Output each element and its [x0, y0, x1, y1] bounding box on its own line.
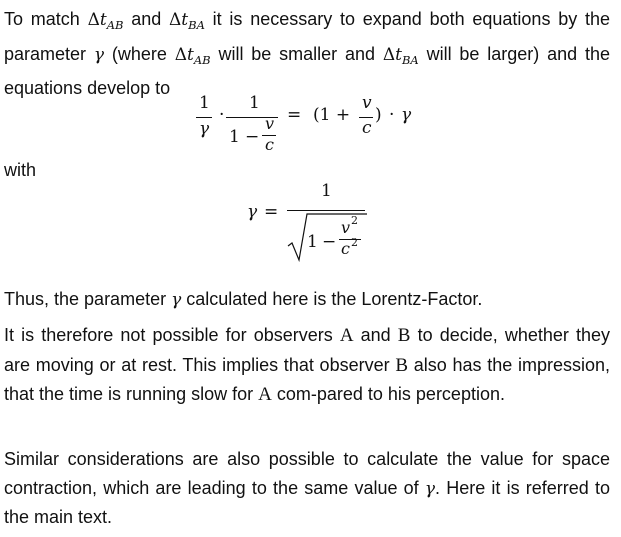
fraction-bar	[287, 210, 365, 211]
light-speed-c: c	[341, 239, 350, 258]
text-run: and	[353, 325, 398, 345]
text-run: it is necessary to expand both equations by the parameter	[4, 9, 610, 64]
minus-sign: −	[245, 127, 260, 147]
time-variable: t	[395, 44, 402, 65]
subscript-ab: AB	[106, 18, 124, 32]
contraction-paragraph	[4, 445, 610, 532]
velocity-v: v	[265, 114, 275, 133]
light-speed-c: c	[265, 135, 274, 154]
gamma-symbol: γ	[171, 290, 182, 310]
delta-symbol: Δ	[169, 10, 182, 30]
equals-sign: =	[264, 202, 279, 222]
subscript-ba: BA	[401, 52, 419, 67]
text-run: (where	[104, 43, 175, 64]
numerator-one: 1	[249, 93, 260, 113]
denominator-one: 1	[229, 127, 240, 147]
text-run: and	[123, 9, 170, 29]
gamma-symbol: γ	[199, 119, 210, 139]
fraction-bar	[196, 117, 212, 118]
minus-sign: −	[322, 232, 337, 252]
delta-symbol: Δ	[382, 44, 396, 65]
observer-a: A	[258, 384, 272, 405]
velocity-v: v	[341, 218, 351, 237]
multiply-dot: ·	[219, 105, 225, 125]
numerator-one: 1	[321, 181, 332, 201]
delta-symbol: Δ	[87, 10, 100, 30]
exponent-two: 2	[351, 236, 358, 249]
time-variable: t	[99, 10, 107, 30]
text-run: Thus, the parameter	[4, 289, 172, 309]
numerator-one: 1	[199, 93, 210, 113]
exponent-two: 2	[351, 214, 358, 227]
time-variable: t	[187, 44, 194, 65]
gamma-symbol: γ	[93, 44, 105, 65]
text-run: To match	[4, 9, 88, 29]
observers-paragraph	[4, 321, 610, 410]
velocity-v: v	[362, 93, 372, 113]
paren-open: (1 +	[313, 105, 351, 125]
denominator-one: 1	[307, 232, 318, 252]
text-run: to decide, whether they are moving or at rest. This implies that observer	[4, 325, 610, 375]
text-run: . Here it is referred to the main text.	[4, 477, 610, 527]
equation-2	[0, 176, 621, 271]
text-run: will be smaller and	[210, 43, 383, 64]
lorentz-paragraph	[4, 285, 610, 315]
gamma-symbol: γ	[424, 478, 436, 499]
equals-sign: =	[287, 105, 302, 125]
with-text: with	[4, 160, 37, 180]
text-run: also has the impression, that the time is running slow for	[4, 354, 610, 404]
observer-b: B	[397, 325, 411, 346]
observer-b: B	[395, 354, 408, 376]
paren-close: )	[375, 105, 382, 125]
text-run: Similar considerations are also possible to calculate the value for space contraction, which are leading to the same value of	[4, 449, 610, 498]
gamma-symbol: γ	[401, 105, 412, 125]
text-run: It is therefore not possible for observers	[4, 325, 340, 345]
text-run: calculated here is the Lorentz-Factor.	[181, 289, 483, 309]
delta-symbol: Δ	[174, 44, 188, 65]
text-run: will be larger) and the equations develop to	[4, 43, 610, 98]
text-run: com-pared to his perception.	[271, 384, 505, 404]
multiply-dot: ·	[389, 105, 395, 125]
subscript-ab: AB	[193, 52, 211, 67]
time-variable: t	[181, 10, 189, 30]
gamma-symbol: γ	[247, 202, 258, 222]
observer-a: A	[339, 325, 354, 346]
light-speed-c: c	[362, 118, 372, 138]
subscript-ba: BA	[188, 18, 205, 32]
